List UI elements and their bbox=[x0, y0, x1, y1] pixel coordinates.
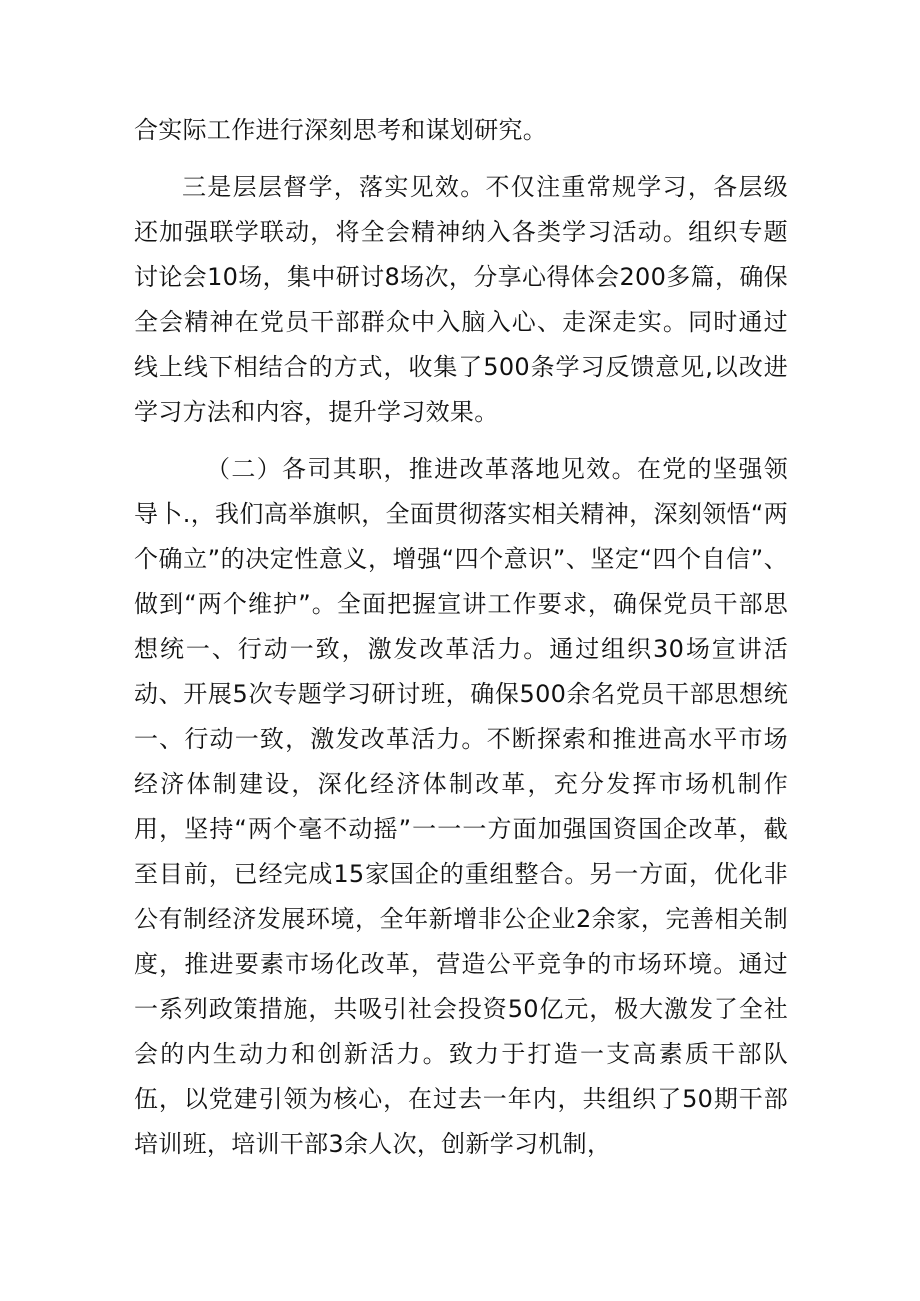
paragraph-study-supervision: 三是层层督学，落实见效。不仅注重常规学习，各层级还加强联学联动，将全会精神纳入各类学习活动。组织专题讨论会10场，集中研讨8场次，分享心得体会200多篇，确保全会精神在党员干部群众中入脑入心、走深走实。同时通过线上线下相结合的方式，收集了500条学习反馈意见,以改进学习方法和内容，提升学习效果。 bbox=[134, 173, 788, 426]
paragraph-continuation: 合实际工作进行深刻思考和谋划研究。 bbox=[134, 116, 548, 144]
document-body bbox=[134, 108, 788, 1179]
paragraph-section-two-reform: （二）各司其职，推进改革落地见效。在党的坚强领导卜.，我们高举旗帜，全面贯彻落实相关精神，深刻领悟“两个确立”的决定性意义，增强“四个意识”、坚定“四个自信”、做到“两个维护”。全面把握宣讲工作要求，确保党员干部思想统一、行动一致，激发改革活力。通过组织30场宣讲活动、开展5次专题学习研讨班，确保500余名党员干部思想统一、行动一致，激发改革活力。不断探索和推进高水平市场经济体制建设，深化经济体制改革，充分发挥市场机制作用，坚持“两个毫不动摇”一一一方面加强国资国企改革，截至目前，已经完成15家国企的重组整合。另一方面，优化非公有制经济发展环境，全年新增非公企业2余家，完善相关制度，推进要素市场化改革，营造公平竞争的市场环境。通过一系列政策措施，共吸引社会投资50亿元，极大激发了全社会的内生动力和创新活力。致力于打造一支高素质干部队伍，以党建引领为核心，在过去一年内，共组织了50期干部培训班，培训干部3余人次，创新学习机制， bbox=[134, 455, 788, 1158]
